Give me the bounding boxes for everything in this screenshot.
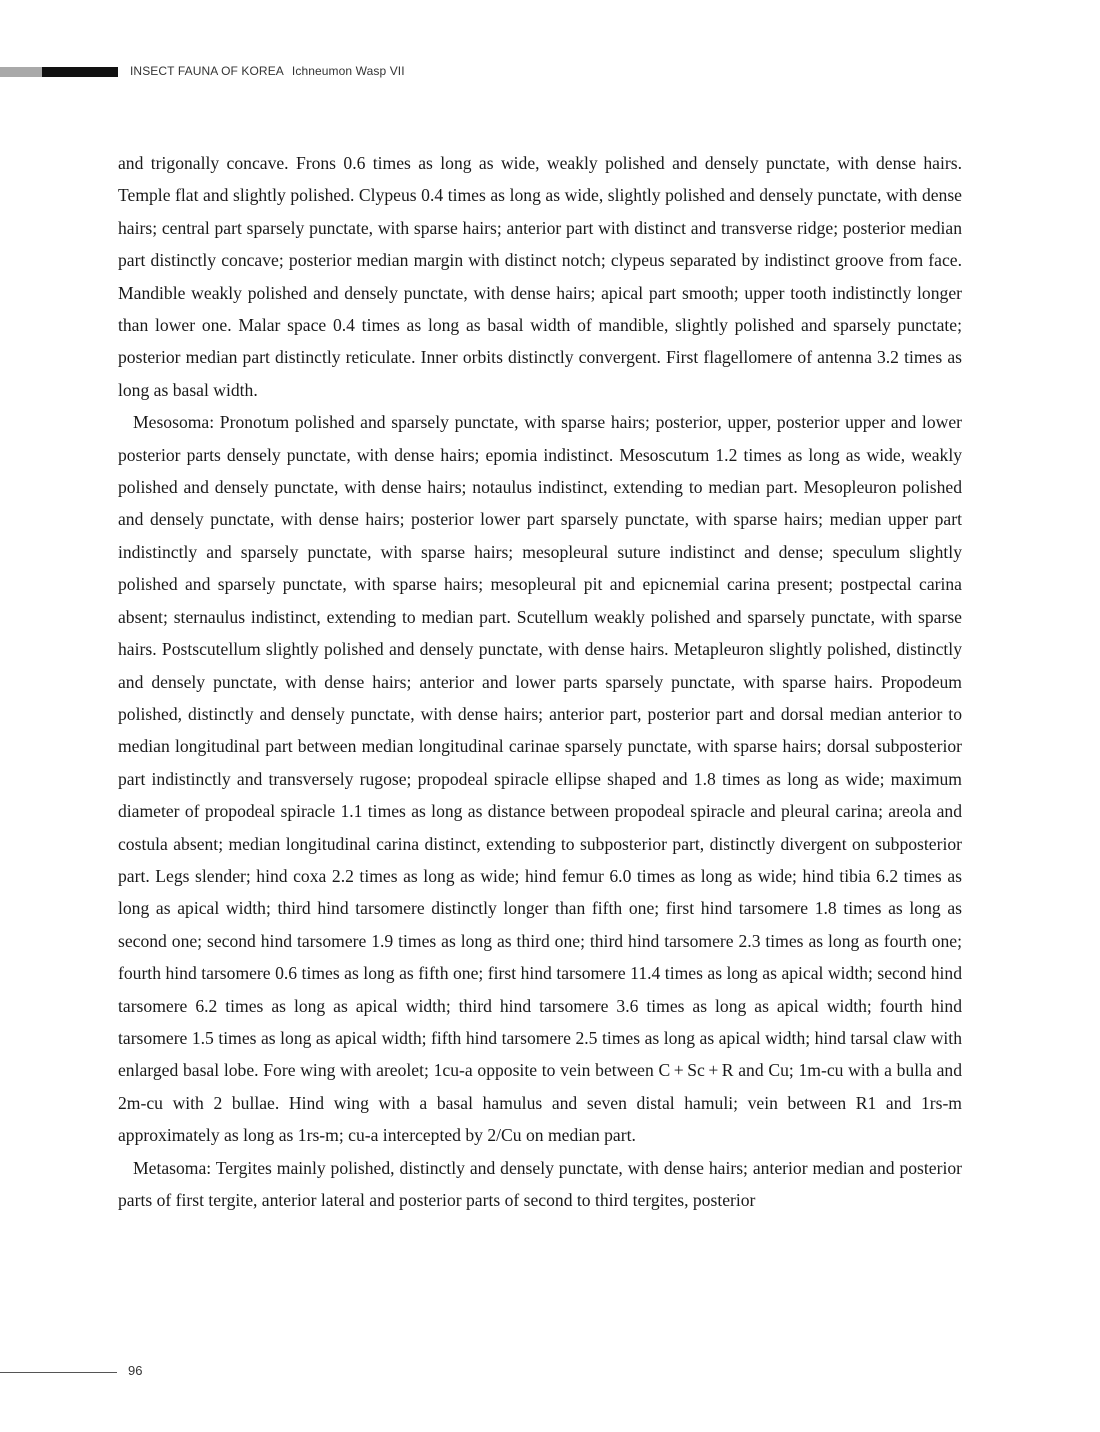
header-accent-bar-gray [0, 67, 42, 77]
footer-rule [0, 1372, 117, 1373]
header-title [130, 64, 405, 78]
header-series: INSECT FAUNA OF KOREA [130, 64, 284, 78]
running-header [0, 60, 700, 90]
paragraph-mesosoma: Mesosoma: Pronotum polished and sparsely punctate, with sparse hairs; posterior, upper, posterior upper and lower posterior parts densely punctate, with dense hairs; epomia indistinct. Mesoscutum 1.2 times as long as wide, weakly polished and densely punctate, with dense hairs; notaulus indistinct, extending to median part. Mesopleuron polished and densely punctate, with dense hairs; posterior lower part sparsely punctate, with sparse hairs; median upper part indistinctly and sparsely punctate, with sparse hairs; mesopleural suture indistinct and dense; speculum slightly polished and sparsely punctate, with sparse hairs; mesopleural pit and epicnemial carina present; postpectal carina absent; sternaulus indistinct, extending to median part. Scutellum weakly polished and sparsely punctate, with sparse hairs. Postscutellum slightly polished and densely punctate, with dense hairs. Metapleuron slightly polished, distinctly and densely punctate, with dense hairs; anterior and lower parts sparsely punctate, with sparse hairs. Propodeum polished, distinctly and densely punctate, with dense hairs; anterior part, posterior part and dorsal median anterior to median longitudinal part between median longitudinal carinae sparsely punctate, with sparse hairs; dorsal subposterior part indistinctly and transversely rugose; propodeal spiracle ellipse shaped and 1.8 times as long as wide; maximum diameter of propodeal spiracle 1.1 times as long as distance between propodeal spiracle and pleural carina; areola and costula absent; median longitudinal carina distinct, extending to subposterior part, distinctly divergent on subposterior part. Legs slender; hind coxa 2.2 times as long as wide; hind femur 6.0 times as long as wide; hind tibia 6.2 times as long as apical width; third hind tarsomere distinctly longer than fifth one; first hind tarsomere 1.8 times as long as second one; second hind tarsomere 1.9 times as long as third one; third hind tarsomere 2.3 times as long as fourth one; fourth hind tarsomere 0.6 times as long as fifth one; first hind tarsomere 11.4 times as long as apical width; second hind tarsomere 6.2 times as long as apical width; third hind tarsomere 3.6 times as long as apical width; fourth hind tarsomere 1.5 times as long as apical width; fifth hind tarsomere 2.5 times as long as apical width; hind tarsal claw with enlarged basal lobe. Fore wing with areolet; 1cu-a opposite to vein between C + Sc + R and Cu; 1m-cu with a bulla and 2m-cu with 2 bullae. Hind wing with a basal hamulus and seven distal hamuli; vein between R1 and 1rs-m approximately as long as 1rs-m; cu-a intercepted by 2/Cu on median part. [118, 412, 962, 1146]
paragraph-head-continued: and trigonally concave. Frons 0.6 times as long as wide, weakly polished and densely punctate, with dense hairs. Temple flat and slightly polished. Clypeus 0.4 times as long as wide, slightly polished and densely punctate, with dense hairs; central part sparsely punctate, with sparse hairs; anterior part with distinct and transverse ridge; posterior median part distinctly concave; posterior median margin with distinct notch; clypeus separated by indistinct groove from face. Mandible weakly polished and densely punctate, with dense hairs; apical part smooth; upper tooth indistinctly longer than lower one. Malar space 0.4 times as long as basal width of mandible, slightly polished and sparsely punctate; posterior median part distinctly reticulate. Inner orbits distinctly convergent. First flagellomere of antenna 3.2 times as long as basal width. [118, 153, 962, 400]
paragraph-metasoma: Metasoma: Tergites mainly polished, distinctly and densely punctate, with dense hairs; anterior median and posterior parts of first tergite, anterior lateral and posterior parts of second to third tergites, posterior [118, 1157, 962, 1210]
page-number: 96 [128, 1363, 143, 1378]
page-footer [0, 1360, 300, 1390]
body-text [118, 147, 962, 1216]
header-volume: Ichneumon Wasp VII [291, 64, 405, 78]
header-accent-bar-black [42, 67, 118, 77]
